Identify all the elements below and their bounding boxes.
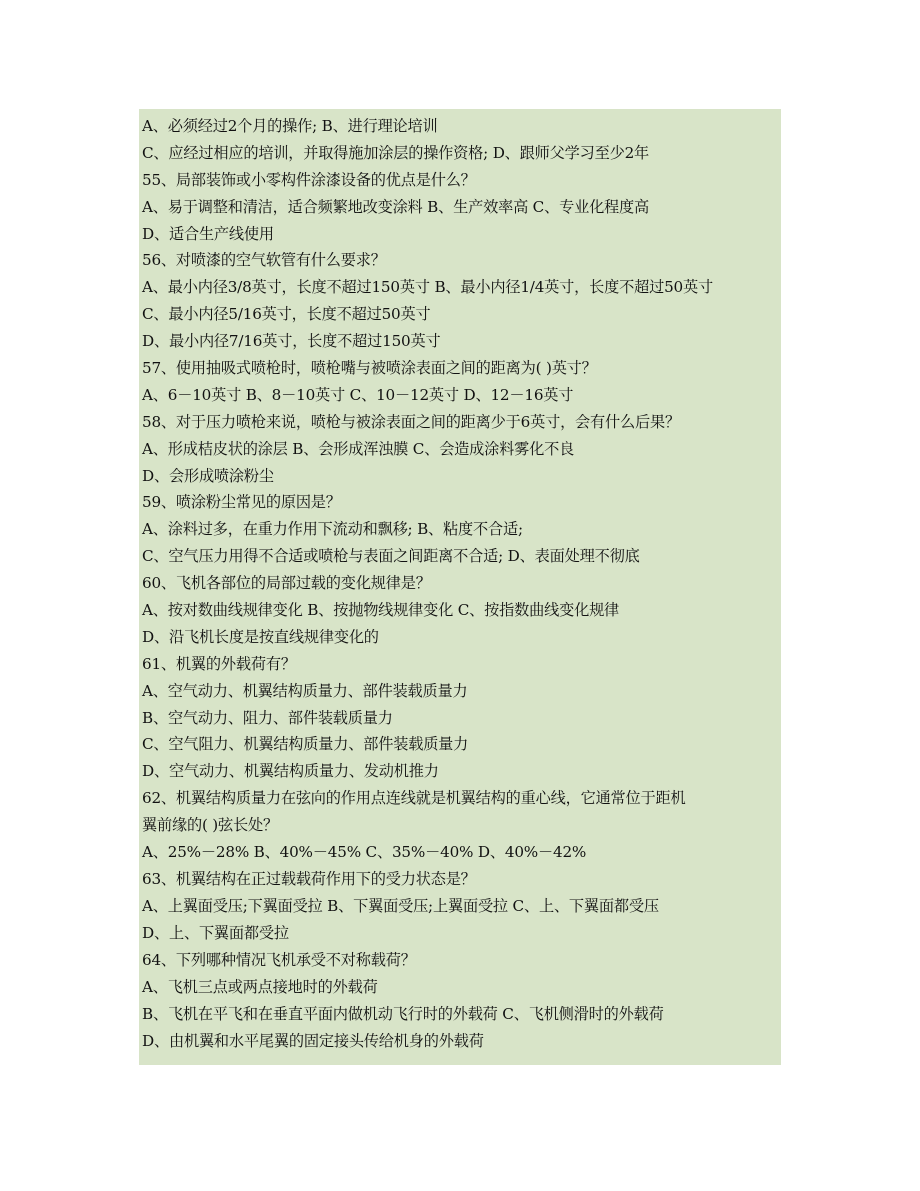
text-line: A、涂料过多，在重力作用下流动和飘移; B、粘度不合适; — [142, 520, 523, 539]
question-line: 60、飞机各部位的局部过载的变化规律是？ — [142, 574, 431, 593]
text-line: D、最小内径7/16英寸，长度不超过150英寸 — [142, 332, 441, 351]
text-line: B、空气动力、阻力、部件装载质量力 — [142, 708, 393, 727]
text-line: D、沿飞机长度是按直线规律变化的 — [142, 627, 379, 646]
question-line: 61、机翼的外载荷有？ — [142, 654, 296, 673]
text-line: A、6－10英寸 B、8－10英寸 C、10－12英寸 D、12－16英寸 — [142, 385, 574, 404]
text-line: D、由机翼和水平尾翼的固定接头传给机身的外载荷 — [142, 1031, 484, 1050]
question-line: 62、机翼结构质量力在弦向的作用点连线就是机翼结构的重心线，它通常位于距机 — [142, 789, 686, 808]
text-line: A、按对数曲线规律变化 B、按抛物线规律变化 C、按指数曲线变化规律 — [142, 601, 620, 620]
question-line: 63、机翼结构在正过载载荷作用下的受力状态是？ — [142, 870, 476, 889]
question-line: 55、局部装饰或小零构件涂漆设备的优点是什么？ — [142, 170, 476, 189]
text-line: A、上翼面受压;下翼面受拉 B、下翼面受压;上翼面受拉 C、上、下翼面都受压 — [142, 897, 659, 916]
text-line: D、上、下翼面都受拉 — [142, 924, 289, 943]
text-line: C、空气阻力、机翼结构质量力、部件装载质量力 — [142, 735, 469, 754]
text-line: A、易于调整和清洁，适合频繁地改变涂料 B、生产效率高 C、专业化程度高 — [142, 197, 650, 216]
text-line: A、25%－28% B、40%－45% C、35%－40% D、40%－42% — [142, 843, 587, 862]
text-line: D、适合生产线使用 — [142, 224, 274, 243]
text-line: A、空气动力、机翼结构质量力、部件装载质量力 — [142, 681, 468, 700]
question-line: 59、喷涂粉尘常见的原因是？ — [142, 493, 341, 512]
question-line: 翼前缘的( )弦长处？ — [142, 816, 278, 835]
document-text-block — [139, 109, 781, 1065]
text-line: A、形成桔皮状的涂层 B、会形成浑浊膜 C、会造成涂料雾化不良 — [142, 439, 575, 458]
text-line: B、飞机在平飞和在垂直平面内做机动飞行时的外载荷 C、飞机侧滑时的外载荷 — [142, 1004, 664, 1023]
text-line: A、必须经过2个月的操作; B、进行理论培训 — [142, 117, 438, 135]
text-line: A、最小内径3/8英寸，长度不超过150英寸 B、最小内径1/4英寸，长度不超过50英寸 — [142, 278, 713, 297]
text-line: A、飞机三点或两点接地时的外载荷 — [142, 977, 378, 996]
question-line: 57、使用抽吸式喷枪时，喷枪嘴与被喷涂表面之间的距离为( )英寸？ — [142, 359, 597, 378]
text-line: D、空气动力、机翼结构质量力、发动机推力 — [142, 762, 439, 781]
text-line: C、空气压力用得不合适或喷枪与表面之间距离不合适; D、表面处理不彻底 — [142, 547, 640, 566]
question-line: 58、对于压力喷枪来说，喷枪与被涂表面之间的距离少于6英寸，会有什么后果？ — [142, 412, 680, 431]
text-line: C、应经过相应的培训，并取得施加涂层的操作资格; D、跟师父学习至少2年 — [142, 143, 650, 162]
question-line: 56、对喷漆的空气软管有什么要求？ — [142, 251, 386, 270]
text-line: D、会形成喷涂粉尘 — [142, 466, 274, 485]
text-line: C、最小内径5/16英寸，长度不超过50英寸 — [142, 305, 431, 324]
question-line: 64、下列哪种情况飞机承受不对称载荷？ — [142, 950, 416, 969]
